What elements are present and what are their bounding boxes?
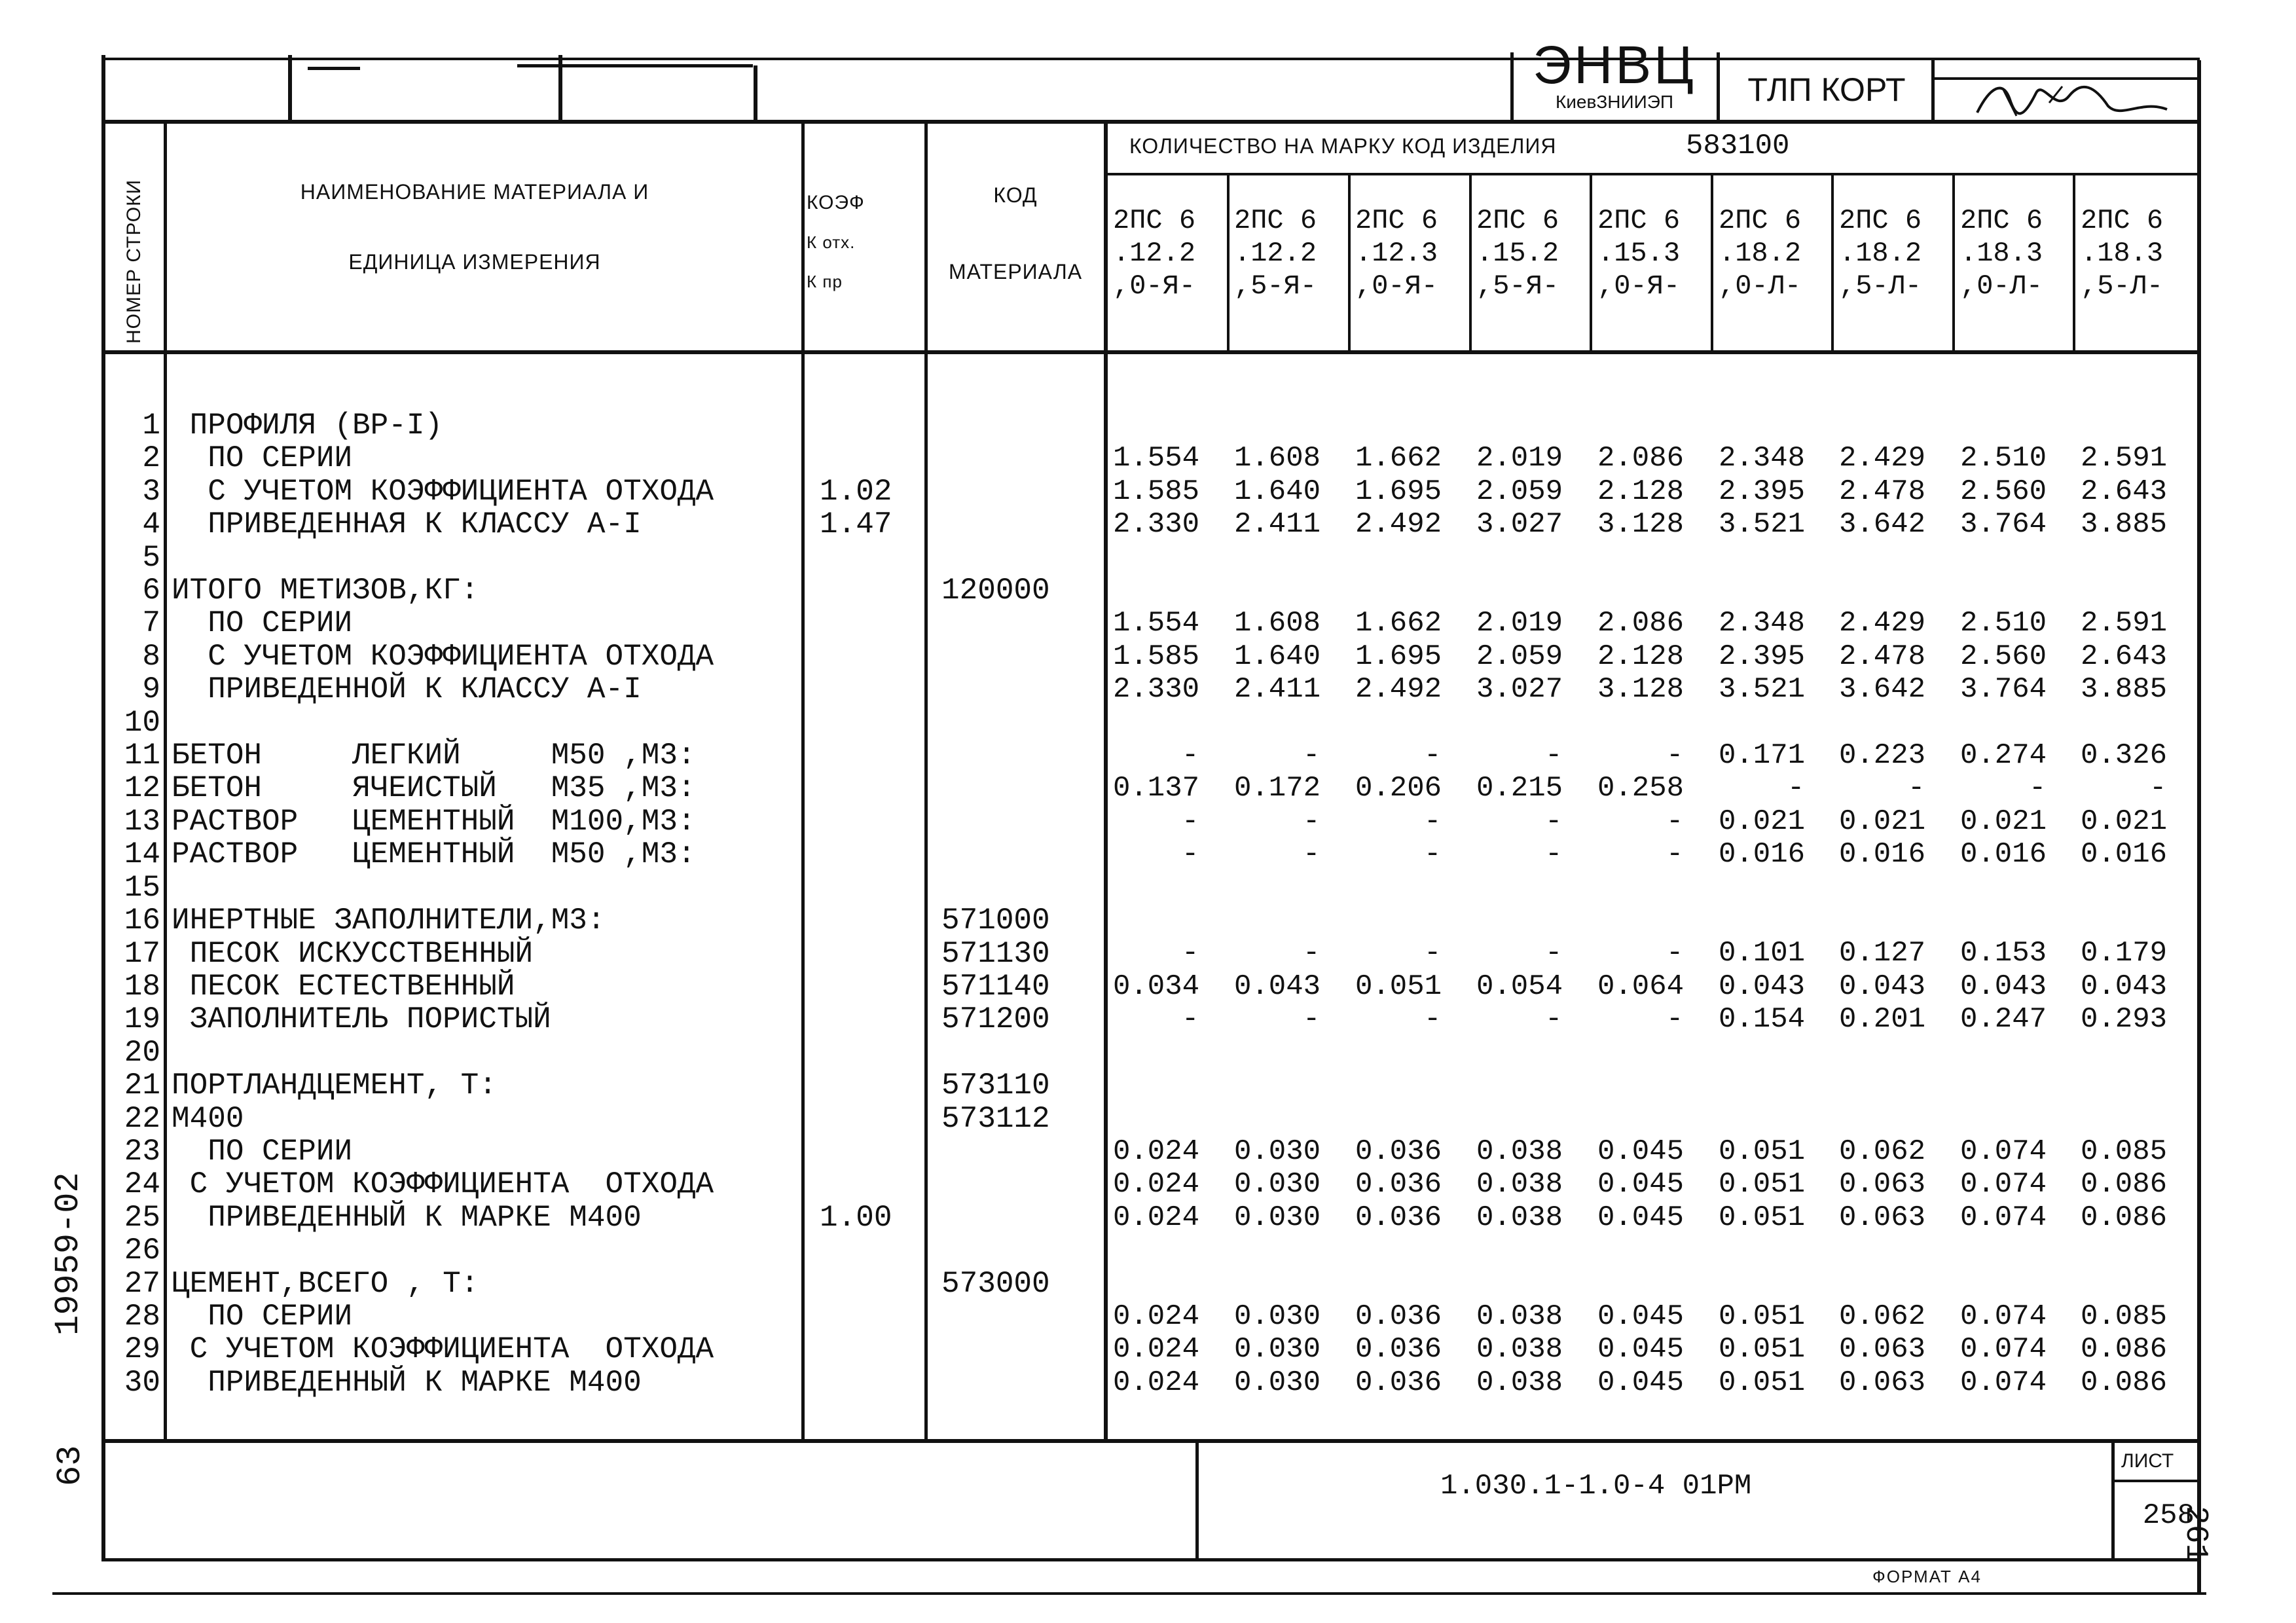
value-cell: 0.074 xyxy=(1960,1168,2047,1201)
value-cell: 0.030 xyxy=(1234,1201,1321,1234)
value-cell: 0.021 xyxy=(1839,805,1926,838)
org-logo: ЭНВЦ xyxy=(1533,35,1696,95)
value-cell: 2.330 xyxy=(1113,673,1200,706)
value-cell: 0.063 xyxy=(1839,1168,1926,1201)
value-cell: 0.038 xyxy=(1476,1135,1563,1168)
value-cell: 3.128 xyxy=(1597,508,1685,541)
value-cell: 2.086 xyxy=(1597,442,1685,475)
value-cell: 0.034 xyxy=(1113,970,1200,1003)
value-cell: 2.330 xyxy=(1113,508,1200,541)
value-cell: - xyxy=(1424,805,1442,838)
value-cell: 2.395 xyxy=(1719,475,1806,508)
value-cell: 0.086 xyxy=(2081,1333,2168,1366)
product-col-5: 2ПС 6 .15.3 ,0-Я- xyxy=(1597,205,1681,302)
value-cell: 0.258 xyxy=(1597,772,1685,805)
value-cell: - xyxy=(1424,1003,1442,1036)
value-cell: 0.074 xyxy=(1960,1366,2047,1399)
value-cell: 1.608 xyxy=(1234,607,1321,640)
value-cell: 3.128 xyxy=(1597,673,1685,706)
value-cell: 0.215 xyxy=(1476,772,1563,805)
value-cell: 2.429 xyxy=(1839,442,1926,475)
value-cell: 0.086 xyxy=(2081,1366,2168,1399)
value-cell: 3.027 xyxy=(1476,508,1563,541)
org-name: КиевЗНИИЭП xyxy=(1555,92,1674,112)
value-cell: 0.201 xyxy=(1839,1003,1926,1036)
value-cell: 0.054 xyxy=(1476,970,1563,1003)
product-col-6: 2ПС 6 .18.2 ,0-Л- xyxy=(1719,205,1802,302)
value-cell: 2.411 xyxy=(1234,508,1321,541)
value-cell: 0.030 xyxy=(1234,1168,1321,1201)
value-cell: 0.036 xyxy=(1355,1300,1442,1333)
value-cell: 0.063 xyxy=(1839,1201,1926,1234)
value-cell: - xyxy=(1545,1003,1563,1036)
value-cell: 0.062 xyxy=(1839,1300,1926,1333)
value-cell: 0.030 xyxy=(1234,1333,1321,1366)
value-cell: - xyxy=(1303,838,1321,871)
value-cell: 0.206 xyxy=(1355,772,1442,805)
value-cell: - xyxy=(1424,739,1442,772)
value-cell: 3.521 xyxy=(1719,673,1806,706)
value-cell: 0.036 xyxy=(1355,1168,1442,1201)
value-cell: 2.643 xyxy=(2081,475,2168,508)
value-cell: 2.348 xyxy=(1719,442,1806,475)
value-cell: 1.662 xyxy=(1355,607,1442,640)
title-code: ТЛП КОРТ xyxy=(1747,71,1906,108)
material-name-label: НАИМЕНОВАНИЕ МАТЕРИАЛА И ЕДИНИЦА ИЗМЕРЕНИЯ xyxy=(300,180,649,274)
product-col-1: 2ПС 6 .12.2 ,0-Я- xyxy=(1113,205,1196,302)
value-cell: 2.128 xyxy=(1597,475,1685,508)
value-cell: 0.051 xyxy=(1719,1300,1806,1333)
material-codes: 120000 571000 571130 571140 571200 573110 573112 573000 xyxy=(941,574,1050,1301)
row-number-label: НОМЕР СТРОКИ xyxy=(123,179,145,344)
value-cell: 2.492 xyxy=(1355,508,1442,541)
value-cell: 1.695 xyxy=(1355,475,1442,508)
value-cell: 0.024 xyxy=(1113,1300,1200,1333)
value-cell: 0.171 xyxy=(1719,739,1806,772)
value-cell: 0.223 xyxy=(1839,739,1926,772)
value-cell: 1.662 xyxy=(1355,442,1442,475)
value-cell: 2.591 xyxy=(2081,607,2168,640)
value-cell: 1.585 xyxy=(1113,475,1200,508)
value-cell: 0.051 xyxy=(1719,1168,1806,1201)
value-cell: - xyxy=(1182,805,1199,838)
value-cell: 2.560 xyxy=(1960,475,2047,508)
value-cell: 0.036 xyxy=(1355,1201,1442,1234)
value-cell: - xyxy=(1666,838,1684,871)
value-cell: - xyxy=(2149,772,2167,805)
value-cell: - xyxy=(1303,1003,1321,1036)
value-cell: 2.128 xyxy=(1597,640,1685,673)
value-cell: 0.074 xyxy=(1960,1135,2047,1168)
value-cell: 0.030 xyxy=(1234,1300,1321,1333)
value-cell: - xyxy=(1787,772,1805,805)
material-code-label: КОД МАТЕРИАЛА xyxy=(948,183,1083,283)
product-col-9: 2ПС 6 .18.3 ,5-Л- xyxy=(2081,205,2164,302)
value-cell: 0.154 xyxy=(1719,1003,1806,1036)
value-cell: 0.016 xyxy=(1960,838,2047,871)
value-cell: 0.086 xyxy=(2081,1168,2168,1201)
value-cell: 0.038 xyxy=(1476,1168,1563,1201)
value-cell: - xyxy=(1666,805,1684,838)
value-cell: 0.016 xyxy=(2081,838,2168,871)
product-col-3: 2ПС 6 .12.3 ,0-Я- xyxy=(1355,205,1438,302)
value-cell: 0.045 xyxy=(1597,1135,1685,1168)
coef-label: КОЭФ К отх. К пр xyxy=(807,192,865,291)
value-cell: 0.074 xyxy=(1960,1333,2047,1366)
value-cell: 0.021 xyxy=(1960,805,2047,838)
value-cell: - xyxy=(1303,805,1321,838)
row-numbers: 1 2 3 4 5 6 7 8 9 10 11 12 13 14 15 16 17 18 19 20 21 22 23 24 25 26 27 28 29 30 xyxy=(124,409,160,1400)
value-cell: 1.640 xyxy=(1234,640,1321,673)
value-cell: - xyxy=(1424,937,1442,970)
value-cell: 2.059 xyxy=(1476,475,1563,508)
value-cell: 1.554 xyxy=(1113,442,1200,475)
value-cell: 2.492 xyxy=(1355,673,1442,706)
value-cell: 0.045 xyxy=(1597,1366,1685,1399)
value-cell: 0.074 xyxy=(1960,1201,2047,1234)
value-cell: 3.027 xyxy=(1476,673,1563,706)
value-cell: 2.643 xyxy=(2081,640,2168,673)
margin-number: 63 xyxy=(51,1445,90,1486)
value-cell: 0.045 xyxy=(1597,1201,1685,1234)
material-names: ПРОФИЛЯ (ВР-I) ПО СЕРИИ С УЧЕТОМ КОЭФФИЦИЕНТА ОТХОДА ПРИВЕДЕННАЯ К КЛАССУ А-I ИТОГО МЕТИЗОВ,КГ: ПО СЕРИИ С УЧЕТОМ КОЭФФИЦИЕНТА ОТХОДА ПРИВЕДЕННОЙ К КЛАССУ А-I БЕТОН ЛЕГКИЙ М50 ,М3: БЕТОН ЯЧЕИСТЫЙ М35 ,М3: РАСТВОР ЦЕМЕНТНЫЙ М100,М3: РАСТВОР ЦЕМЕНТНЫЙ М50 ,М3: ИНЕРТНЫЕ ЗАПОЛНИТЕЛИ,М3: ПЕСОК ИСКУССТВЕННЫЙ ПЕСОК ЕСТЕСТВЕННЫЙ ЗАПОЛНИТЕЛЬ ПОРИСТЫЙ ПОРТЛАНДЦЕМЕНТ, Т: М400 ПО СЕРИИ С УЧЕТОМ КОЭФФИЦИЕНТА ОТХОДА ПРИВЕДЕННЫЙ К МАРКЕ М400 ЦЕМЕНТ,ВСЕГО , Т: ПО СЕРИИ С УЧЕТОМ КОЭФФИЦИЕНТА ОТХОДА ПРИВЕДЕННЫЙ К МАРКЕ М400 xyxy=(172,409,714,1400)
value-cell: 0.064 xyxy=(1597,970,1685,1003)
value-cell: 3.642 xyxy=(1839,673,1926,706)
value-cell: - xyxy=(1545,937,1563,970)
value-cell: 0.038 xyxy=(1476,1366,1563,1399)
value-cell: 2.510 xyxy=(1960,442,2047,475)
value-cell: 0.086 xyxy=(2081,1201,2168,1234)
value-cell: 0.036 xyxy=(1355,1135,1442,1168)
value-cell: - xyxy=(1424,838,1442,871)
value-cell: 0.247 xyxy=(1960,1003,2047,1036)
value-cell: 2.411 xyxy=(1234,673,1321,706)
value-cell: 0.038 xyxy=(1476,1300,1563,1333)
product-col-7: 2ПС 6 .18.2 ,5-Л- xyxy=(1839,205,1922,302)
value-cell: 2.591 xyxy=(2081,442,2168,475)
value-cell: 0.051 xyxy=(1355,970,1442,1003)
value-cell: 1.585 xyxy=(1113,640,1200,673)
value-cell: 0.045 xyxy=(1597,1168,1685,1201)
value-cell: - xyxy=(2029,772,2047,805)
value-cell: 0.085 xyxy=(2081,1135,2168,1168)
value-cell: 0.043 xyxy=(1234,970,1321,1003)
value-cell: 0.024 xyxy=(1113,1168,1200,1201)
value-cell: 2.510 xyxy=(1960,607,2047,640)
value-cell: 0.063 xyxy=(1839,1366,1926,1399)
value-cell: 1.640 xyxy=(1234,475,1321,508)
value-cell: - xyxy=(1182,1003,1199,1036)
value-cell: 0.024 xyxy=(1113,1135,1200,1168)
value-cell: 3.521 xyxy=(1719,508,1806,541)
value-cell: 2.019 xyxy=(1476,442,1563,475)
value-cell: - xyxy=(1666,1003,1684,1036)
value-cell: 0.038 xyxy=(1476,1333,1563,1366)
value-cell: - xyxy=(1545,805,1563,838)
product-col-4: 2ПС 6 .15.2 ,5-Я- xyxy=(1476,205,1559,302)
value-cell: 1.608 xyxy=(1234,442,1321,475)
value-cell: 0.062 xyxy=(1839,1135,1926,1168)
value-cell: 0.030 xyxy=(1234,1135,1321,1168)
value-cell: 3.885 xyxy=(2081,673,2168,706)
value-cell: - xyxy=(1666,739,1684,772)
value-cell: - xyxy=(1303,739,1321,772)
value-cell: 2.395 xyxy=(1719,640,1806,673)
value-cell: 0.326 xyxy=(2081,739,2168,772)
value-cell: 0.024 xyxy=(1113,1333,1200,1366)
value-cell: 0.101 xyxy=(1719,937,1806,970)
value-cell: 0.179 xyxy=(2081,937,2168,970)
value-cell: 2.478 xyxy=(1839,640,1926,673)
product-col-8: 2ПС 6 .18.3 ,0-Л- xyxy=(1960,205,2043,302)
value-cell: 3.764 xyxy=(1960,508,2047,541)
stamp-left: 19959-02 xyxy=(49,1172,88,1336)
sheet-number: 258 xyxy=(2142,1499,2195,1532)
value-cell: 2.348 xyxy=(1719,607,1806,640)
value-cell: 2.019 xyxy=(1476,607,1563,640)
value-cell: - xyxy=(1303,937,1321,970)
signature-image xyxy=(1964,73,2180,126)
value-cell: - xyxy=(1182,739,1199,772)
value-cell: 0.127 xyxy=(1839,937,1926,970)
value-cell: 2.429 xyxy=(1839,607,1926,640)
value-cell: 0.021 xyxy=(2081,805,2168,838)
value-cell: - xyxy=(1908,772,1925,805)
sheet-label: ЛИСТ xyxy=(2121,1450,2174,1472)
value-cell: 0.036 xyxy=(1355,1333,1442,1366)
value-cell: 0.043 xyxy=(1839,970,1926,1003)
value-cell: 0.024 xyxy=(1113,1366,1200,1399)
value-cell: 0.051 xyxy=(1719,1333,1806,1366)
value-cell: 2.560 xyxy=(1960,640,2047,673)
value-cell: 3.642 xyxy=(1839,508,1926,541)
value-cell: - xyxy=(1182,838,1199,871)
value-cell: 3.764 xyxy=(1960,673,2047,706)
value-cell: 0.016 xyxy=(1839,838,1926,871)
page-number-rotated: 261 xyxy=(2178,1506,2213,1563)
value-cell: - xyxy=(1182,937,1199,970)
value-cell: 3.885 xyxy=(2081,508,2168,541)
value-cell: 0.172 xyxy=(1234,772,1321,805)
value-cell: 1.695 xyxy=(1355,640,1442,673)
value-cell: 0.038 xyxy=(1476,1201,1563,1234)
value-cell: 0.274 xyxy=(1960,739,2047,772)
value-cell: - xyxy=(1545,739,1563,772)
value-cell: 0.043 xyxy=(1719,970,1806,1003)
value-cell: 0.063 xyxy=(1839,1333,1926,1366)
coefficients: 1.02 1.47 1.00 xyxy=(820,474,892,1235)
value-cell: 0.137 xyxy=(1113,772,1200,805)
value-cell: 0.021 xyxy=(1719,805,1806,838)
value-cell: 0.043 xyxy=(2081,970,2168,1003)
value-cell: 0.043 xyxy=(1960,970,2047,1003)
value-cell: 0.085 xyxy=(2081,1300,2168,1333)
value-cell: 0.051 xyxy=(1719,1366,1806,1399)
value-cell: 0.074 xyxy=(1960,1300,2047,1333)
qty-label: КОЛИЧЕСТВО НА МАРКУ КОД ИЗДЕЛИЯ xyxy=(1129,134,1557,158)
value-cell: 2.086 xyxy=(1597,607,1685,640)
value-cell: 0.030 xyxy=(1234,1366,1321,1399)
value-cell: 0.051 xyxy=(1719,1201,1806,1234)
value-cell: 1.554 xyxy=(1113,607,1200,640)
value-cell: 0.153 xyxy=(1960,937,2047,970)
product-code: 583100 xyxy=(1686,130,1790,162)
format-label: ФОРМАТ А4 xyxy=(1872,1567,1982,1586)
doc-code: 1.030.1-1.0-4 01РМ xyxy=(1440,1470,1752,1503)
value-cell: 2.478 xyxy=(1839,475,1926,508)
value-cell: 0.024 xyxy=(1113,1201,1200,1234)
value-cell: 2.059 xyxy=(1476,640,1563,673)
value-cell: - xyxy=(1545,838,1563,871)
value-cell: 0.293 xyxy=(2081,1003,2168,1036)
value-cell: 0.045 xyxy=(1597,1333,1685,1366)
product-col-2: 2ПС 6 .12.2 ,5-Я- xyxy=(1234,205,1317,302)
value-cell: - xyxy=(1666,937,1684,970)
value-cell: 0.045 xyxy=(1597,1300,1685,1333)
value-cell: 0.036 xyxy=(1355,1366,1442,1399)
value-cell: 0.051 xyxy=(1719,1135,1806,1168)
value-cell: 0.016 xyxy=(1719,838,1806,871)
